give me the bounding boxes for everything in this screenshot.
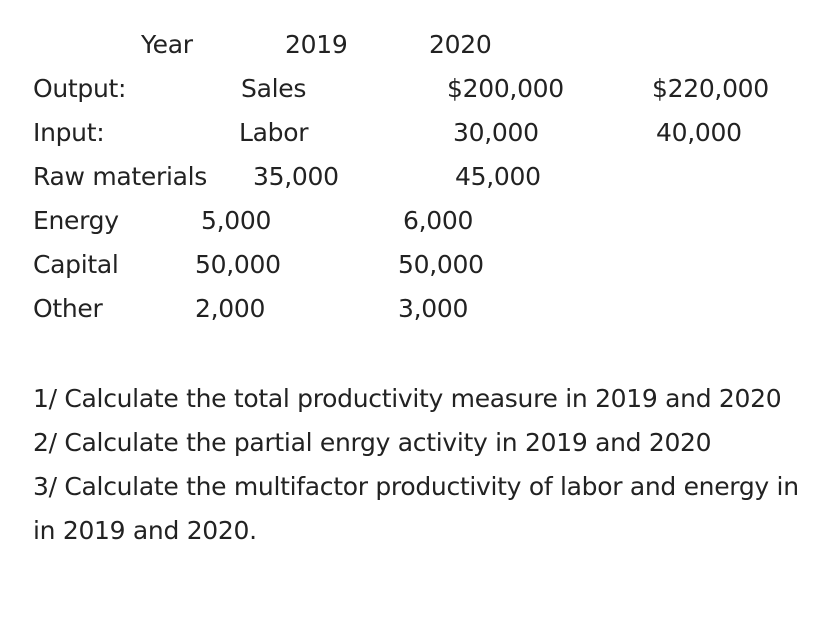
output-item-sales: Sales — [241, 74, 307, 103]
sales-2020-value: $220,000 — [652, 74, 769, 103]
energy-label: Energy — [33, 206, 119, 235]
capital-2019-value: 50,000 — [195, 250, 281, 279]
capital-label: Capital — [33, 250, 119, 279]
labor-2019-value: 30,000 — [453, 118, 539, 147]
header-2020: 2020 — [429, 30, 492, 59]
question-3: 3/ Calculate the multifactor productivity of labor and energy in in 2019 and 2020. — [33, 472, 799, 545]
other-2020-value: 3,000 — [398, 294, 469, 323]
capital-2020-value: 50,000 — [398, 250, 484, 279]
energy-2019-value: 5,000 — [201, 206, 272, 235]
input-item-labor: Labor — [239, 118, 309, 147]
raw-materials-2020-value: 45,000 — [455, 162, 541, 191]
output-label: Output: — [33, 74, 127, 103]
header-2019: 2019 — [285, 30, 348, 59]
raw-materials-label: Raw materials — [33, 162, 208, 191]
energy-2020-value: 6,000 — [403, 206, 474, 235]
question-2: 2/ Calculate the partial enrgy activity in 2019 and 2020 — [33, 428, 712, 457]
raw-materials-2019-value: 35,000 — [253, 162, 339, 191]
sales-2019-value: $200,000 — [447, 74, 564, 103]
labor-2020-value: 40,000 — [656, 118, 742, 147]
input-label: Input: — [33, 118, 105, 147]
other-label: Other — [33, 294, 103, 323]
header-year: Year — [141, 30, 193, 59]
questions-block — [33, 377, 803, 553]
question-1: 1/ Calculate the total productivity measure in 2019 and 2020 — [33, 384, 782, 413]
other-2019-value: 2,000 — [195, 294, 266, 323]
